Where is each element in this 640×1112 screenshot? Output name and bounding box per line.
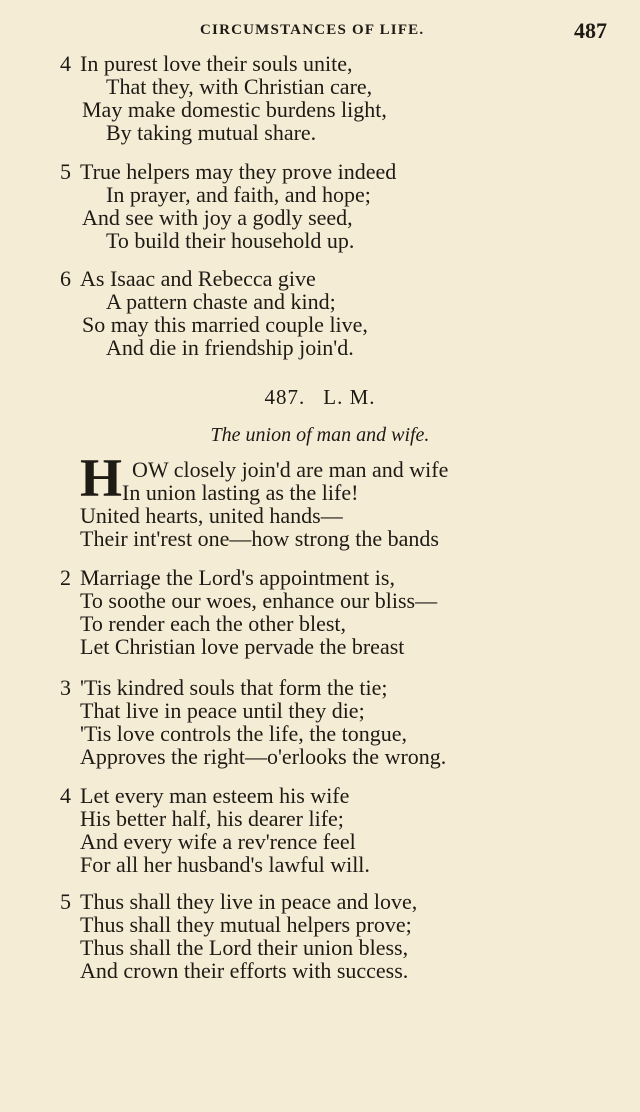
stanza-line: Thus shall they mutual helpers prove; xyxy=(80,912,412,937)
stanza-number: 5 xyxy=(60,159,71,184)
stanza-line: 4 In purest love their souls unite, xyxy=(60,51,353,76)
page-number: 487 xyxy=(574,18,607,43)
stanza-line: For all her husband's lawful will. xyxy=(80,852,370,877)
stanza-line: In prayer, and faith, and hope; xyxy=(106,182,371,207)
stanza-line: Approves the right—o'erlooks the wrong. xyxy=(80,744,447,769)
stanza-line: That they, with Christian care, xyxy=(106,74,373,99)
stanza-line: And die in friendship join'd. xyxy=(106,335,354,360)
hymn-stanza-4 xyxy=(60,784,620,876)
stanza-line: And crown their efforts with success. xyxy=(80,958,409,983)
stanza-line: Let Christian love pervade the breast xyxy=(80,634,405,659)
stanza-line: To build their household up. xyxy=(106,228,355,253)
hymn-meter: L. M. xyxy=(323,385,376,409)
stanza-line: 4 Let every man esteem his wife xyxy=(60,783,350,808)
hymn-stanza-3 xyxy=(60,676,620,768)
prev-stanza-5 xyxy=(60,160,620,252)
stanza-line: A pattern chaste and kind; xyxy=(106,289,336,314)
stanza-line: Thus shall the Lord their union bless, xyxy=(80,935,409,960)
stanza-line: And see with joy a godly seed, xyxy=(82,205,353,230)
hymn-title: The union of man and wife. xyxy=(210,424,430,446)
hymn-stanza-1 xyxy=(60,458,620,550)
hymn-stanza-2 xyxy=(60,566,620,658)
stanza-line: 5 Thus shall they live in peace and love, xyxy=(60,889,418,914)
running-head: CIRCUMSTANCES OF LIFE. xyxy=(200,22,425,38)
stanza-line: Their int'rest one—how strong the bands xyxy=(80,526,439,551)
stanza-line: OW closely join'd are man and wife xyxy=(132,457,449,482)
stanza-line: By taking mutual share. xyxy=(106,120,317,145)
stanza-line: To soothe our woes, enhance our bliss— xyxy=(80,588,438,613)
stanza-line: His better half, his dearer life; xyxy=(80,806,344,831)
stanza-line: So may this married couple live, xyxy=(82,312,368,337)
stanza-line: 2 Marriage the Lord's appointment is, xyxy=(60,565,395,590)
stanza-number: 4 xyxy=(60,51,71,76)
stanza-line: And every wife a rev'rence feel xyxy=(80,829,356,854)
prev-stanza-4 xyxy=(60,52,620,144)
stanza-line: 'Tis love controls the life, the tongue, xyxy=(80,721,408,746)
stanza-line: 5 True helpers may they prove indeed xyxy=(60,159,397,184)
stanza-number: 3 xyxy=(60,675,71,700)
stanza-line: 6 As Isaac and Rebecca give xyxy=(60,266,316,291)
stanza-number: 5 xyxy=(60,889,71,914)
stanza-number: 6 xyxy=(60,266,71,291)
stanza-line: To render each the other blest, xyxy=(80,611,347,636)
stanza-line: That live in peace until they die; xyxy=(80,698,365,723)
hymn-heading xyxy=(0,385,640,410)
hymn-stanza-5 xyxy=(60,890,620,982)
stanza-number: 2 xyxy=(60,565,71,590)
prev-stanza-6 xyxy=(60,267,620,359)
stanza-line: In union lasting as the life! xyxy=(122,480,359,505)
stanza-line: 3 'Tis kindred souls that form the tie; xyxy=(60,675,388,700)
hymn-number: 487. xyxy=(264,385,306,409)
stanza-line: United hearts, united hands— xyxy=(80,503,343,528)
drop-cap: H xyxy=(80,448,123,508)
stanza-line: May make domestic burdens light, xyxy=(82,97,387,122)
stanza-number: 4 xyxy=(60,783,71,808)
